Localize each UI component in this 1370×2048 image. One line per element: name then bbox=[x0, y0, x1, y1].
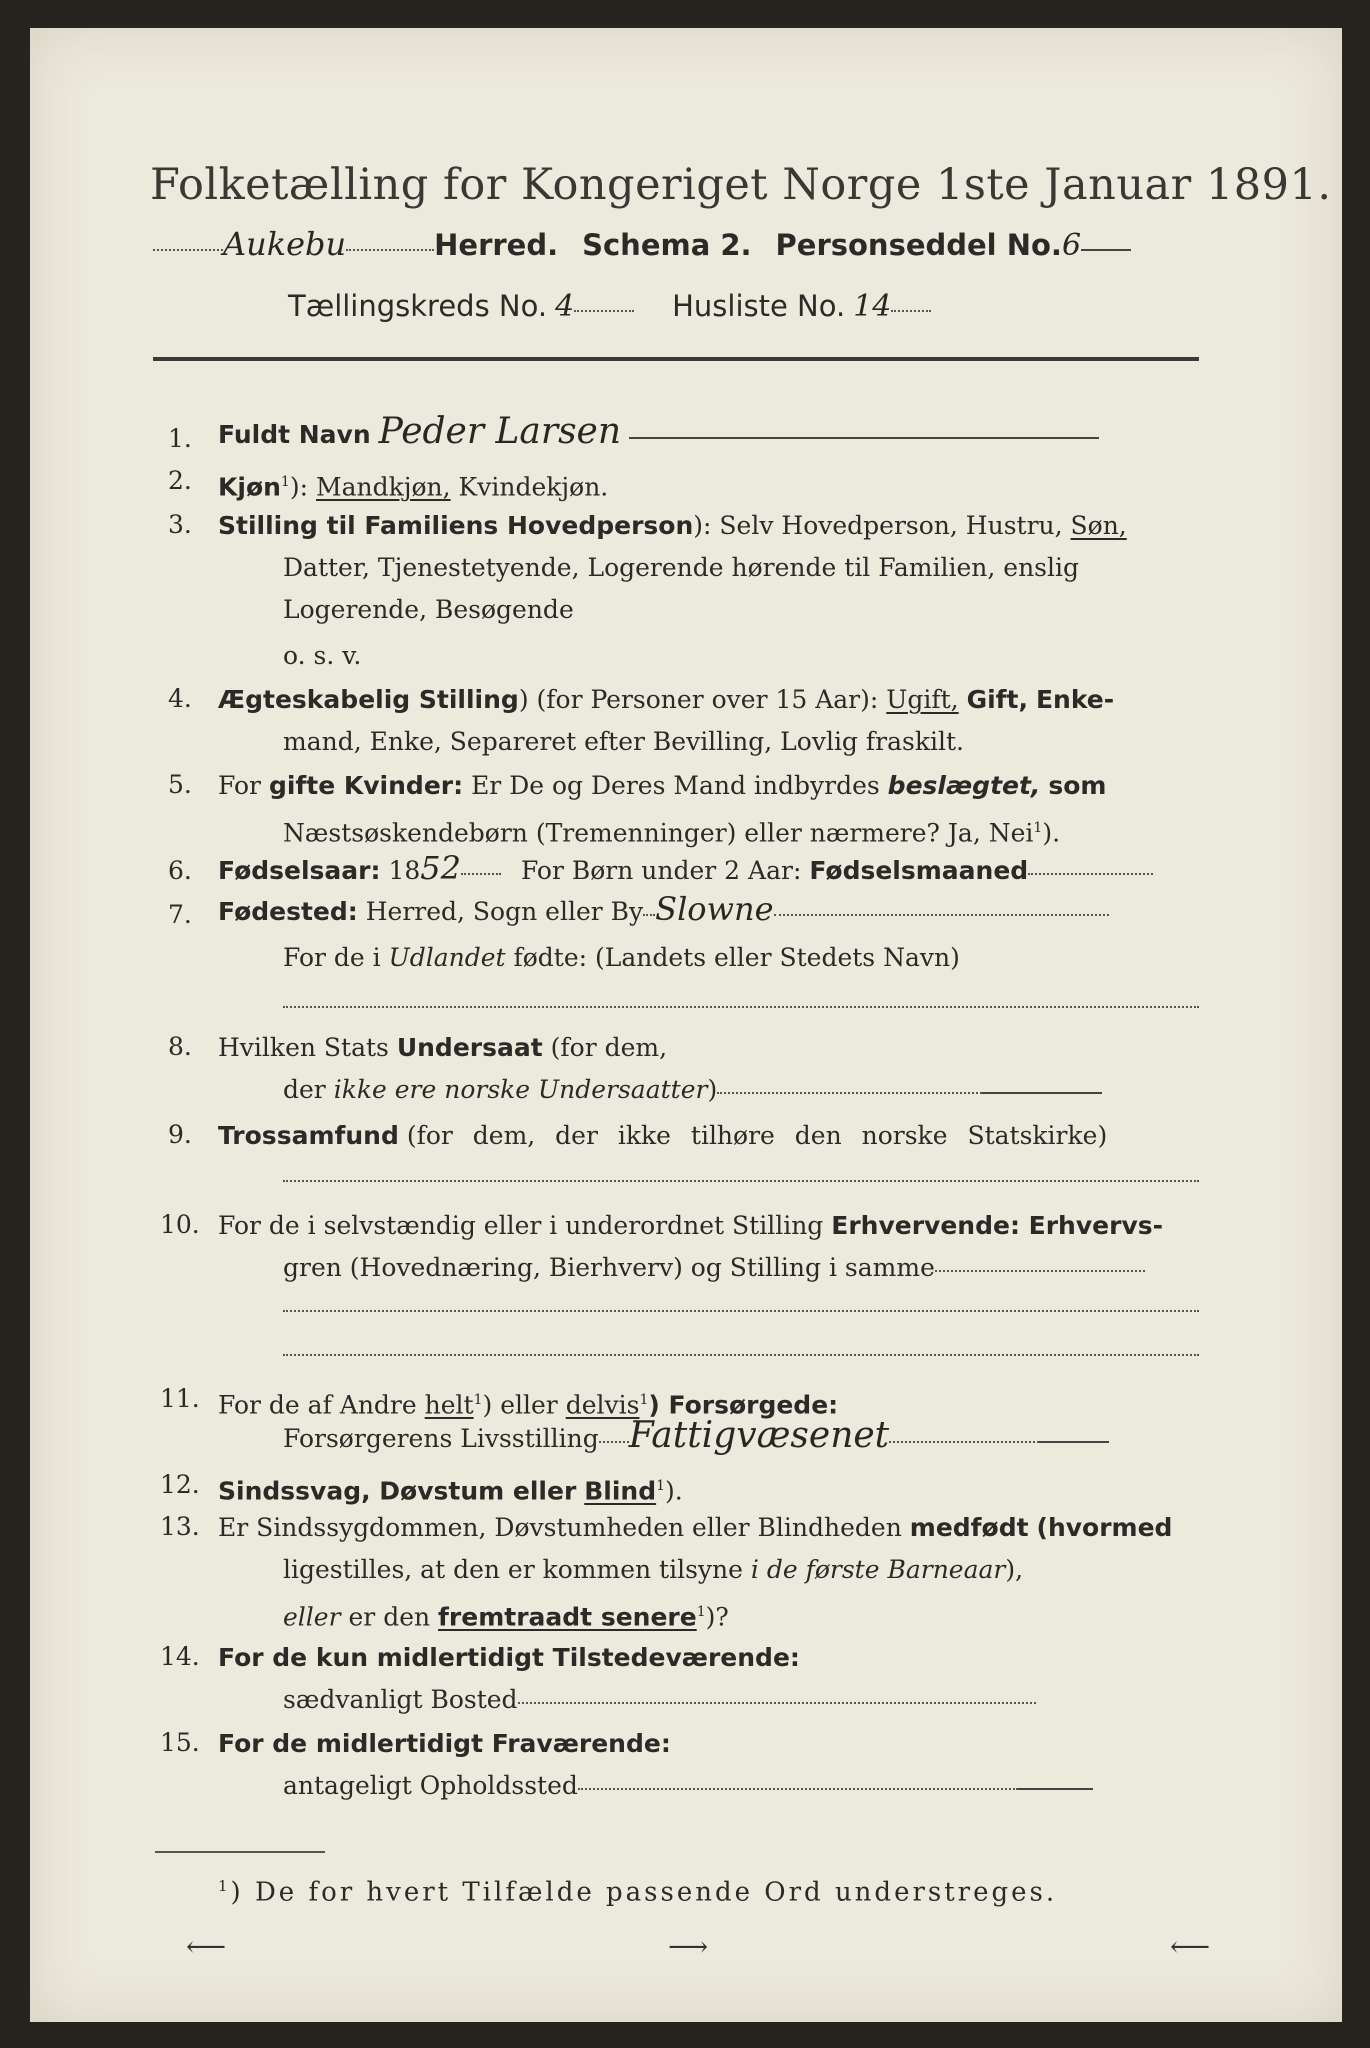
item-14-line-2: sædvanligt Bosted bbox=[283, 1684, 1036, 1716]
header-row-2 bbox=[288, 290, 931, 324]
item-10-label: Erhvervende: Erhvervs- bbox=[831, 1211, 1163, 1240]
item-9-label: Trossamfund bbox=[218, 1121, 399, 1150]
item-2-number: 2. bbox=[168, 466, 192, 495]
item-9-blank-line bbox=[283, 1180, 1199, 1182]
item-10-line-2: gren (Hovednæring, Bierhverv) og Stilling i samme bbox=[283, 1252, 1145, 1284]
full-name-handwritten: Peder Larsen bbox=[378, 411, 622, 452]
option-son-underlined: Søn, bbox=[1070, 511, 1127, 540]
item-4-line-2: mand, Enke, Separeret efter Bevilling, Lovlig fraskilt. bbox=[283, 727, 964, 756]
item-10-blank-line-2 bbox=[283, 1354, 1199, 1356]
footnote-divider bbox=[155, 1851, 325, 1853]
item-11-line-2: Forsørgerens Livsstilling Fattigvæsenet bbox=[283, 1420, 1109, 1455]
item-12-number: 12. bbox=[160, 1470, 200, 1499]
item-13-line-2: ligestilles, at den er kommen tilsyne i de første Barneaar), bbox=[283, 1555, 1024, 1584]
option-mandkjon-underlined: Mandkjøn, bbox=[315, 472, 451, 502]
item-2: Kjøn$^1$): Mandkjøn, Kvindekjøn. bbox=[218, 472, 609, 502]
margin-mark-left: ⟵ bbox=[186, 1930, 227, 1963]
item-15-number: 15. bbox=[160, 1728, 200, 1757]
item-8-number: 8. bbox=[168, 1032, 192, 1061]
item-3-label: Stilling til Familiens Hovedperson bbox=[218, 511, 694, 540]
item-6-label: Fødselsaar: bbox=[218, 856, 381, 885]
schema-label: Schema 2. bbox=[582, 228, 752, 262]
header-divider bbox=[153, 357, 1199, 361]
herred-label: Herred. bbox=[434, 228, 559, 262]
husliste-label: Husliste No. bbox=[672, 289, 846, 323]
option-blind-underlined: Blind bbox=[584, 1476, 657, 1506]
kreds-label: Tællingskreds No. bbox=[288, 289, 548, 323]
item-12-label: Sindssvag, Døvstum eller bbox=[218, 1476, 577, 1506]
birth-year-handwritten: 52 bbox=[420, 849, 461, 887]
item-11-number: 11. bbox=[160, 1384, 200, 1413]
item-5-label: gifte Kvinder: bbox=[268, 771, 464, 800]
item-3-line-2: Datter, Tjenestetyende, Logerende hørende til Familien, enslig bbox=[283, 553, 1080, 582]
item-13-label: medfødt bbox=[909, 1513, 1029, 1542]
item-7-number: 7. bbox=[168, 900, 192, 929]
item-10-number: 10. bbox=[160, 1210, 200, 1239]
item-5-line-2: Næstsøskendebørn (Tremenninger) eller nærmere? Ja, Nei$^1$). bbox=[283, 818, 1061, 848]
item-11-line-1: For de af Andre helt$^1$) eller delvis$^1$) Forsørgede: bbox=[218, 1390, 839, 1420]
option-kvindekjon: Kvindekjøn. bbox=[458, 472, 609, 502]
item-9: Trossamfund (for dem, der ikke tilhøre den norske Statskirke) bbox=[218, 1121, 1108, 1150]
provider-occupation-handwritten: Fattigvæsenet bbox=[628, 1415, 890, 1456]
option-ugift-underlined: Ugift, bbox=[886, 685, 959, 714]
item-1-label: Fuldt Navn bbox=[218, 420, 371, 449]
form-title: Folketælling for Kongeriget Norge 1ste Januar 1891. bbox=[150, 160, 1332, 210]
item-14-line-1 bbox=[218, 1642, 800, 1674]
item-1 bbox=[218, 411, 1099, 452]
item-9-number: 9. bbox=[168, 1120, 192, 1149]
item-5-line-1: For gifte Kvinder: Er De og Deres Mand indbyrdes beslægtet, som bbox=[218, 771, 1107, 800]
item-15-line-2: antageligt Opholdssted bbox=[283, 1770, 1093, 1802]
item-10-blank-line-1 bbox=[283, 1310, 1199, 1312]
option-delvis-underlined: delvis bbox=[565, 1390, 640, 1420]
item-14-number: 14. bbox=[160, 1642, 200, 1671]
header-row-1 bbox=[153, 225, 1131, 263]
item-3-number: 3. bbox=[168, 510, 192, 539]
margin-mark-right: ⟵ bbox=[1170, 1930, 1211, 1963]
option-helt-underlined: helt bbox=[424, 1390, 474, 1420]
item-3-line-4: o. s. v. bbox=[283, 641, 362, 670]
item-7-line-1: Fødested: Herred, Sogn eller By Slowne bbox=[218, 893, 1109, 928]
footnote: $^1$) De for hvert Tilfælde passende Ord understreges. bbox=[218, 1877, 1058, 1908]
item-8-line-2: der ikke ere norske Undersaatter) bbox=[283, 1074, 1102, 1106]
item-11-label: ) Forsørgede: bbox=[648, 1390, 839, 1420]
municipality-handwritten: Aukebu bbox=[223, 225, 347, 263]
item-10-line-1: For de i selvstændig eller i underordnet Stilling Erhvervende: Erhvervs- bbox=[218, 1211, 1163, 1240]
item-15-label: For de midlertidigt Fraværende: bbox=[218, 1729, 671, 1758]
option-fremtraadt-senere-underlined: fremtraadt senere bbox=[438, 1602, 697, 1632]
margin-mark-center: ⟶ bbox=[668, 1930, 709, 1963]
item-7-line-2: For de i Udlandet fødte: (Landets eller Stedets Navn) bbox=[283, 943, 960, 972]
item-7-label: Fødested: bbox=[218, 897, 358, 926]
item-13-line-3: eller er den fremtraadt senere$^1$)? bbox=[283, 1602, 729, 1632]
personseddel-number-handwritten: 6 bbox=[1061, 228, 1082, 263]
item-6-number: 6. bbox=[168, 856, 192, 885]
kreds-number-handwritten: 4 bbox=[555, 289, 575, 324]
birthplace-handwritten: Slowne bbox=[655, 890, 774, 928]
item-13-number: 13. bbox=[160, 1512, 200, 1541]
item-8-line-1: Hvilken Stats Undersaat (for dem, bbox=[218, 1033, 668, 1062]
item-4-label: Ægteskabelig Stilling bbox=[218, 685, 519, 714]
item-12: Sindssvag, Døvstum eller Blind$^1$). bbox=[218, 1476, 683, 1506]
item-7-blank-line bbox=[283, 1006, 1199, 1008]
item-4-line-1: Ægteskabelig Stilling) (for Personer over 15 Aar): Ugift, Gift, Enke- bbox=[218, 685, 1115, 714]
item-3-line-3: Logerende, Besøgende bbox=[283, 595, 574, 624]
item-5-number: 5. bbox=[168, 770, 192, 799]
husliste-number-handwritten: 14 bbox=[853, 289, 892, 324]
item-3-line-1: Stilling til Familiens Hovedperson): Selv Hovedperson, Hustru, Søn, bbox=[218, 511, 1127, 540]
item-15-line-1 bbox=[218, 1728, 671, 1760]
personseddel-label: Personseddel No. bbox=[775, 228, 1062, 262]
item-6: Fødselsaar: 1852 For Børn under 2 Aar: Fødselsmaaned bbox=[218, 852, 1153, 887]
item-4-number: 4. bbox=[168, 684, 192, 713]
item-14-label: For de kun midlertidigt Tilstedeværende: bbox=[218, 1643, 800, 1672]
item-13-line-1: Er Sindssygdommen, Døvstumheden eller Blindheden medfødt (hvormed bbox=[218, 1513, 1173, 1542]
census-form-page bbox=[30, 28, 1342, 2022]
item-2-label: Kjøn bbox=[218, 472, 281, 502]
item-8-label: Undersaat bbox=[396, 1033, 543, 1062]
item-1-number: 1. bbox=[168, 424, 192, 453]
